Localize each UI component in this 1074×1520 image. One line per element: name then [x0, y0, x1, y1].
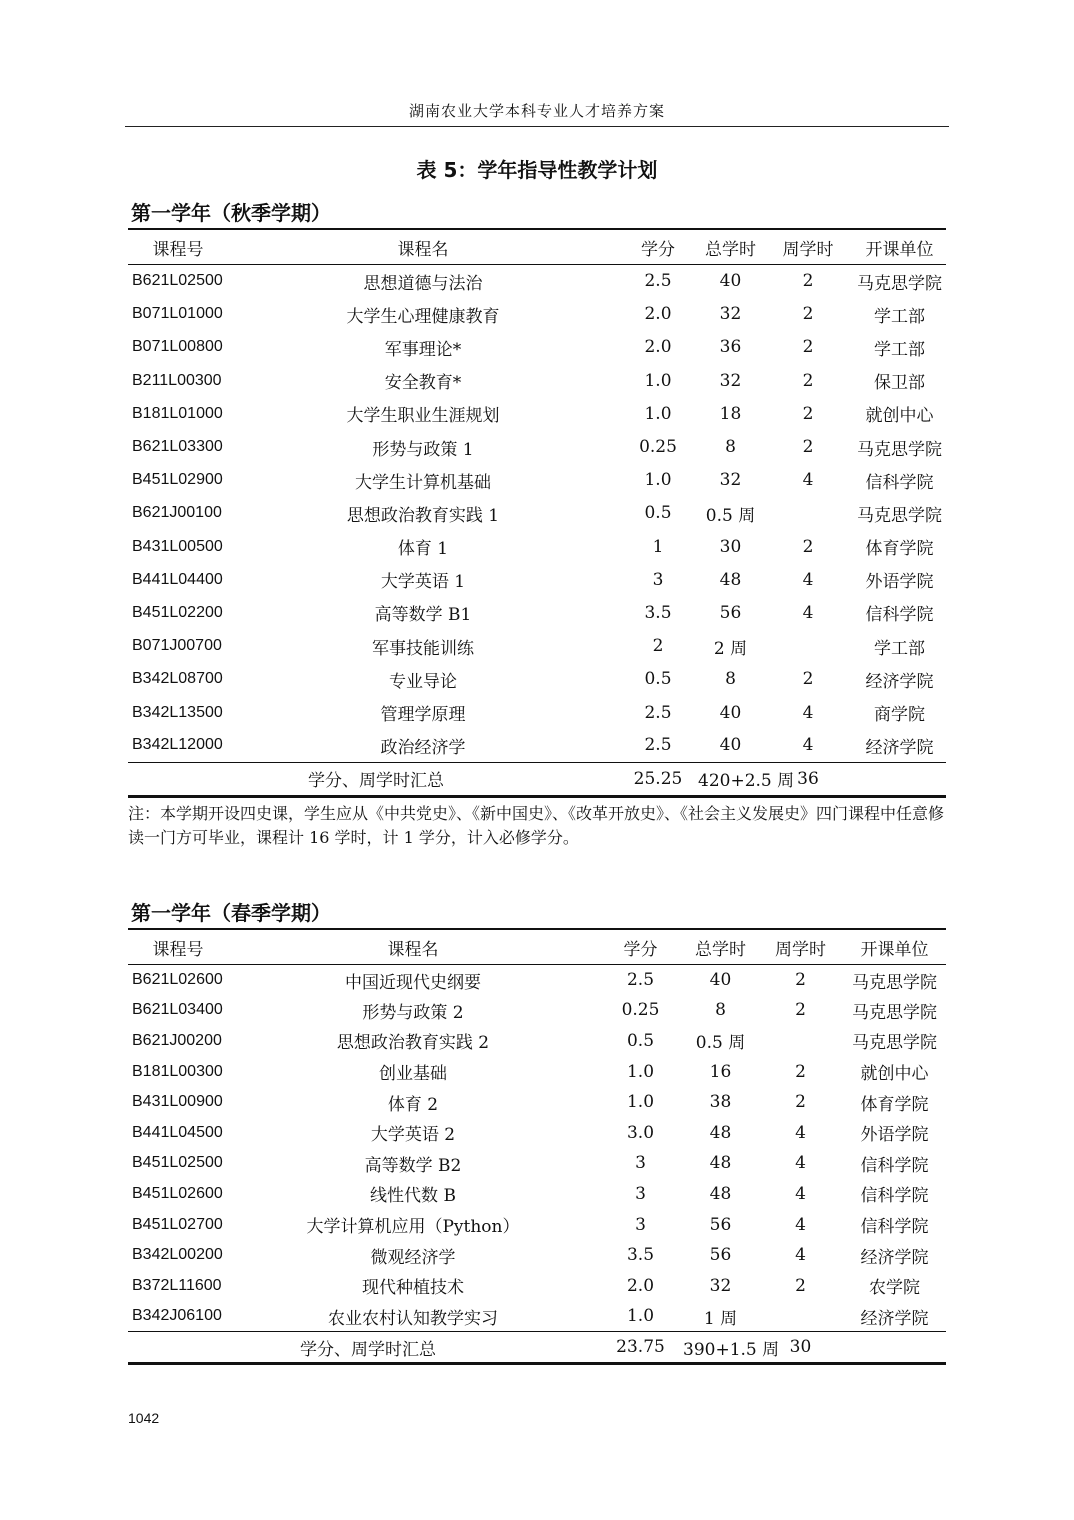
course-code: B071L01000: [132, 305, 223, 323]
table-row: [128, 1026, 946, 1057]
table-body: [128, 965, 946, 1332]
credits: 1.0: [644, 370, 672, 391]
weekly-hours: [763, 630, 853, 663]
section-title: 第一学年（秋季学期）: [131, 201, 331, 225]
weekly-hours: 4: [795, 1214, 806, 1235]
total-hours: 56: [709, 1245, 732, 1266]
table-row: [128, 965, 946, 996]
summary-row: [128, 762, 946, 796]
table-row: [128, 1056, 946, 1087]
department: 体育学院: [860, 1094, 929, 1115]
weekly-hours: 4: [802, 702, 814, 723]
course-name: 高等数学 B1: [374, 605, 472, 626]
course-name: 军事理论*: [384, 339, 462, 360]
course-name: 体育 1: [397, 539, 449, 560]
weekly-hours: 2: [802, 370, 814, 391]
course-name: 思想政治教育实践 1: [346, 505, 500, 526]
table-row: [128, 696, 946, 729]
total-hours: 40: [719, 271, 742, 292]
weekly-hours: 2: [795, 1092, 806, 1113]
summary-row: [128, 1332, 946, 1364]
table-row: [128, 331, 946, 364]
department: 马克思学院: [857, 505, 942, 526]
course-name: 形势与政策 1: [372, 439, 474, 460]
column-header-weekly-hours: 周学时: [782, 239, 834, 260]
total-hours: 38: [709, 1092, 732, 1113]
department: 农学院: [869, 1278, 920, 1299]
credits: 2.5: [644, 735, 672, 756]
weekly-hours: 4: [802, 602, 814, 623]
total-hours: 40: [719, 702, 742, 723]
table-row: [128, 464, 946, 497]
total-hours: 32: [719, 304, 742, 325]
total-hours: 32: [719, 470, 742, 491]
total-hours: 30: [719, 536, 742, 557]
semester-autumn-section: [128, 198, 946, 798]
department: 体育学院: [865, 539, 934, 560]
weekly-hours: 4: [795, 1122, 806, 1143]
column-header-code: 课程号: [152, 239, 204, 260]
course-name: 安全教育*: [384, 373, 462, 394]
column-header-department: 开课单位: [860, 939, 929, 960]
weekly-hours: 4: [802, 569, 814, 590]
summary-total-hours: 420+2.5 周: [698, 771, 795, 792]
table-row: [128, 265, 946, 298]
course-name: 创业基础: [379, 1064, 447, 1085]
weekly-hours: 4: [795, 1245, 806, 1266]
column-header-code: 课程号: [152, 939, 204, 960]
course-code: B342J06100: [132, 1307, 222, 1325]
credits: 1.0: [626, 1306, 655, 1327]
credits: 3: [635, 1153, 646, 1174]
course-code: B621L02600: [132, 971, 223, 989]
total-hours: 48: [719, 569, 742, 590]
total-hours: 48: [709, 1153, 732, 1174]
summary-credits: 23.75: [616, 1337, 665, 1358]
course-code: B451L02900: [132, 471, 223, 489]
weekly-hours: 2: [795, 970, 806, 991]
table-row: [128, 596, 946, 629]
course-code: B451L02200: [132, 603, 223, 621]
summary-label: 学分、周学时汇总: [308, 771, 444, 792]
credits: 0.5: [644, 503, 672, 524]
credits: 3: [635, 1214, 646, 1235]
department: 外语学院: [860, 1125, 929, 1146]
total-hours: 18: [719, 403, 742, 424]
course-code: B342L08700: [132, 670, 223, 688]
credits: 3.5: [644, 602, 672, 623]
credits: 3.0: [626, 1122, 655, 1143]
table-row: [128, 995, 946, 1026]
department: 马克思学院: [852, 1033, 937, 1054]
weekly-hours: 2: [802, 403, 814, 424]
course-code: B342L00200: [132, 1246, 223, 1264]
course-name: 大学英语 1: [380, 572, 466, 593]
course-name: 政治经济学: [380, 737, 466, 758]
total-hours: 8: [715, 1000, 726, 1021]
course-code: B342L12000: [132, 736, 223, 754]
course-name: 现代种植技术: [362, 1278, 464, 1299]
course-name: 大学计算机应用（Python）: [306, 1217, 520, 1238]
department: 经济学院: [860, 1247, 929, 1268]
weekly-hours: 2: [795, 1061, 806, 1082]
course-name: 大学生计算机基础: [355, 472, 491, 493]
summary-weekly-hours: 30: [789, 1337, 812, 1358]
course-table: [128, 928, 946, 1365]
course-name: 军事技能训练: [372, 638, 474, 659]
course-name: 形势与政策 2: [362, 1002, 464, 1023]
column-header-credits: 学分: [641, 239, 675, 260]
total-hours: 56: [719, 602, 742, 623]
credits: 0.5: [626, 1030, 655, 1051]
credits: 1.0: [644, 470, 672, 491]
column-header-name: 课程名: [397, 239, 449, 260]
department: 学工部: [874, 638, 925, 659]
page-number: 1042: [128, 1410, 160, 1426]
credits: 0.5: [644, 669, 672, 690]
credits: 2.0: [644, 304, 672, 325]
total-hours: 40: [709, 970, 732, 991]
total-hours: 8: [725, 437, 736, 458]
credits: 1.0: [644, 403, 672, 424]
summary-credits: 25.25: [633, 768, 683, 789]
weekly-hours: [758, 1301, 843, 1332]
department: 外语学院: [865, 572, 934, 593]
table-header-row: [128, 929, 946, 965]
course-code: B451L02500: [132, 1154, 223, 1172]
department: 马克思学院: [852, 1002, 937, 1023]
total-hours: 36: [719, 337, 742, 358]
course-code: B431L00900: [132, 1093, 223, 1111]
table-row: [128, 397, 946, 430]
summary-label: 学分、周学时汇总: [300, 1339, 436, 1360]
total-hours: 32: [709, 1275, 732, 1296]
credits: 2.5: [626, 970, 655, 991]
course-name: 大学英语 2: [370, 1125, 456, 1146]
running-header: 湖南农业大学本科专业人才培养方案: [125, 100, 949, 127]
total-hours: 0.5 周: [705, 505, 756, 526]
semester-spring-section: [128, 898, 946, 1365]
credits: 0.25: [639, 437, 677, 458]
table-row: [128, 1240, 946, 1271]
department: 信科学院: [865, 472, 934, 493]
course-code: B621L02500: [132, 272, 223, 290]
table-row: [128, 1270, 946, 1301]
column-header-department: 开课单位: [865, 239, 934, 260]
course-code: B372L11600: [132, 1276, 222, 1294]
course-code: B181L00300: [132, 1062, 223, 1080]
weekly-hours: 4: [802, 735, 814, 756]
column-header-total-hours: 总学时: [705, 239, 756, 260]
weekly-hours: 2: [802, 536, 814, 557]
department: 学工部: [874, 339, 925, 360]
course-name: 中国近现代史纲要: [345, 972, 481, 993]
credits: 0.25: [621, 1000, 660, 1021]
table-body: [128, 265, 946, 763]
course-code: B621L03300: [132, 438, 223, 456]
credits: 2: [652, 636, 664, 657]
course-name: 农业农村认知教学实习: [328, 1308, 498, 1329]
department: 就创中心: [860, 1064, 929, 1085]
footnote: 注：本学期开设四史课，学生应从《中共党史》、《新中国史》、《改革开放史》、《社会主义发展史》四门课程中任意修读一门方可毕业，课程计 16 学时，计 1 学分，计入必修学分。: [128, 804, 945, 847]
credits: 2.0: [644, 337, 672, 358]
column-header-weekly-hours: 周学时: [775, 939, 826, 960]
total-hours: 40: [719, 735, 742, 756]
column-header-credits: 学分: [623, 939, 658, 960]
course-code: B441L04500: [132, 1123, 223, 1141]
course-name: 微观经济学: [370, 1247, 456, 1268]
course-name: 大学生心理健康教育: [346, 306, 500, 327]
department: 经济学院: [865, 737, 934, 758]
course-code: B181L01000: [132, 404, 223, 422]
credits: 2.0: [626, 1275, 655, 1296]
total-hours: 56: [709, 1214, 732, 1235]
table-caption: 表 5：学年指导性教学计划: [416, 158, 658, 182]
course-name: 大学生职业生涯规划: [346, 406, 500, 427]
table-row: [128, 497, 946, 530]
column-header-name: 课程名: [387, 939, 439, 960]
weekly-hours: 2: [802, 437, 814, 458]
credits: 3: [652, 569, 664, 590]
weekly-hours: 4: [795, 1153, 806, 1174]
weekly-hours: 4: [795, 1183, 806, 1204]
table-row: [128, 563, 946, 596]
total-hours: 2 周: [713, 638, 748, 659]
department: 信科学院: [865, 605, 934, 626]
course-name: 体育 2: [387, 1094, 439, 1115]
course-code: B621L03400: [132, 1001, 223, 1019]
course-code: B071J00700: [132, 637, 222, 655]
table-row: [128, 1148, 946, 1179]
total-hours: 0.5 周: [695, 1033, 746, 1054]
course-name: 线性代数 B: [370, 1186, 456, 1207]
weekly-hours: [758, 1026, 843, 1057]
table-row: [128, 530, 946, 563]
table-header-row: [128, 229, 946, 265]
table-row: [128, 630, 946, 663]
total-hours: 48: [709, 1122, 732, 1143]
column-header-total-hours: 总学时: [695, 939, 746, 960]
weekly-hours: 2: [795, 1000, 806, 1021]
total-hours: 16: [709, 1061, 732, 1082]
credits: 2.5: [644, 271, 672, 292]
department: 就创中心: [865, 406, 934, 427]
course-code: B451L02600: [132, 1184, 223, 1202]
section-title: 第一学年（春季学期）: [131, 901, 331, 925]
weekly-hours: 2: [802, 669, 814, 690]
course-name: 管理学原理: [380, 705, 466, 726]
table-row: [128, 1301, 946, 1332]
table-row: [128, 364, 946, 397]
credits: 1.0: [626, 1061, 655, 1082]
summary-weekly-hours: 36: [797, 768, 819, 789]
total-hours: 32: [719, 370, 742, 391]
total-hours: 1 周: [703, 1308, 738, 1329]
course-code: B342L13500: [132, 703, 223, 721]
course-code: B621J00200: [132, 1031, 222, 1049]
course-name: 思想政治教育实践 2: [336, 1033, 490, 1054]
credits: 1: [652, 536, 664, 557]
course-code: B451L02700: [132, 1215, 223, 1233]
weekly-hours: 2: [795, 1275, 806, 1296]
weekly-hours: [763, 497, 853, 530]
department: 信科学院: [860, 1217, 929, 1238]
department: 商学院: [874, 705, 925, 726]
department: 信科学院: [860, 1186, 929, 1207]
table-row: [128, 1087, 946, 1118]
department: 马克思学院: [857, 439, 942, 460]
credits: 3.5: [626, 1245, 655, 1266]
credits: 2.5: [644, 702, 672, 723]
course-code: B431L00500: [132, 537, 223, 555]
weekly-hours: 2: [802, 304, 814, 325]
total-hours: 48: [709, 1183, 732, 1204]
course-code: B621J00100: [132, 504, 222, 522]
table-row: [128, 1179, 946, 1210]
department: 马克思学院: [857, 273, 942, 294]
table-row: [128, 430, 946, 463]
department: 信科学院: [860, 1155, 929, 1176]
department: 保卫部: [874, 373, 925, 394]
department: 经济学院: [865, 671, 934, 692]
course-name: 专业导论: [389, 671, 457, 692]
credits: 3: [635, 1183, 646, 1204]
table-row: [128, 663, 946, 696]
course-name: 高等数学 B2: [364, 1155, 462, 1176]
table-row: [128, 298, 946, 331]
course-name: 思想道德与法治: [363, 273, 483, 294]
weekly-hours: 2: [802, 337, 814, 358]
course-code: B441L04400: [132, 570, 223, 588]
summary-total-hours: 390+1.5 周: [683, 1339, 780, 1360]
department: 马克思学院: [852, 972, 937, 993]
department: 学工部: [874, 306, 925, 327]
department: 经济学院: [860, 1308, 929, 1329]
course-table: [128, 228, 946, 798]
total-hours: 8: [725, 669, 736, 690]
course-code: B211L00300: [132, 371, 222, 389]
course-code: B071L00800: [132, 338, 223, 356]
credits: 1.0: [626, 1092, 655, 1113]
table-row: [128, 1117, 946, 1148]
weekly-hours: 4: [802, 470, 814, 491]
table-row: [128, 1209, 946, 1240]
weekly-hours: 2: [802, 271, 814, 292]
table-row: [128, 729, 946, 762]
